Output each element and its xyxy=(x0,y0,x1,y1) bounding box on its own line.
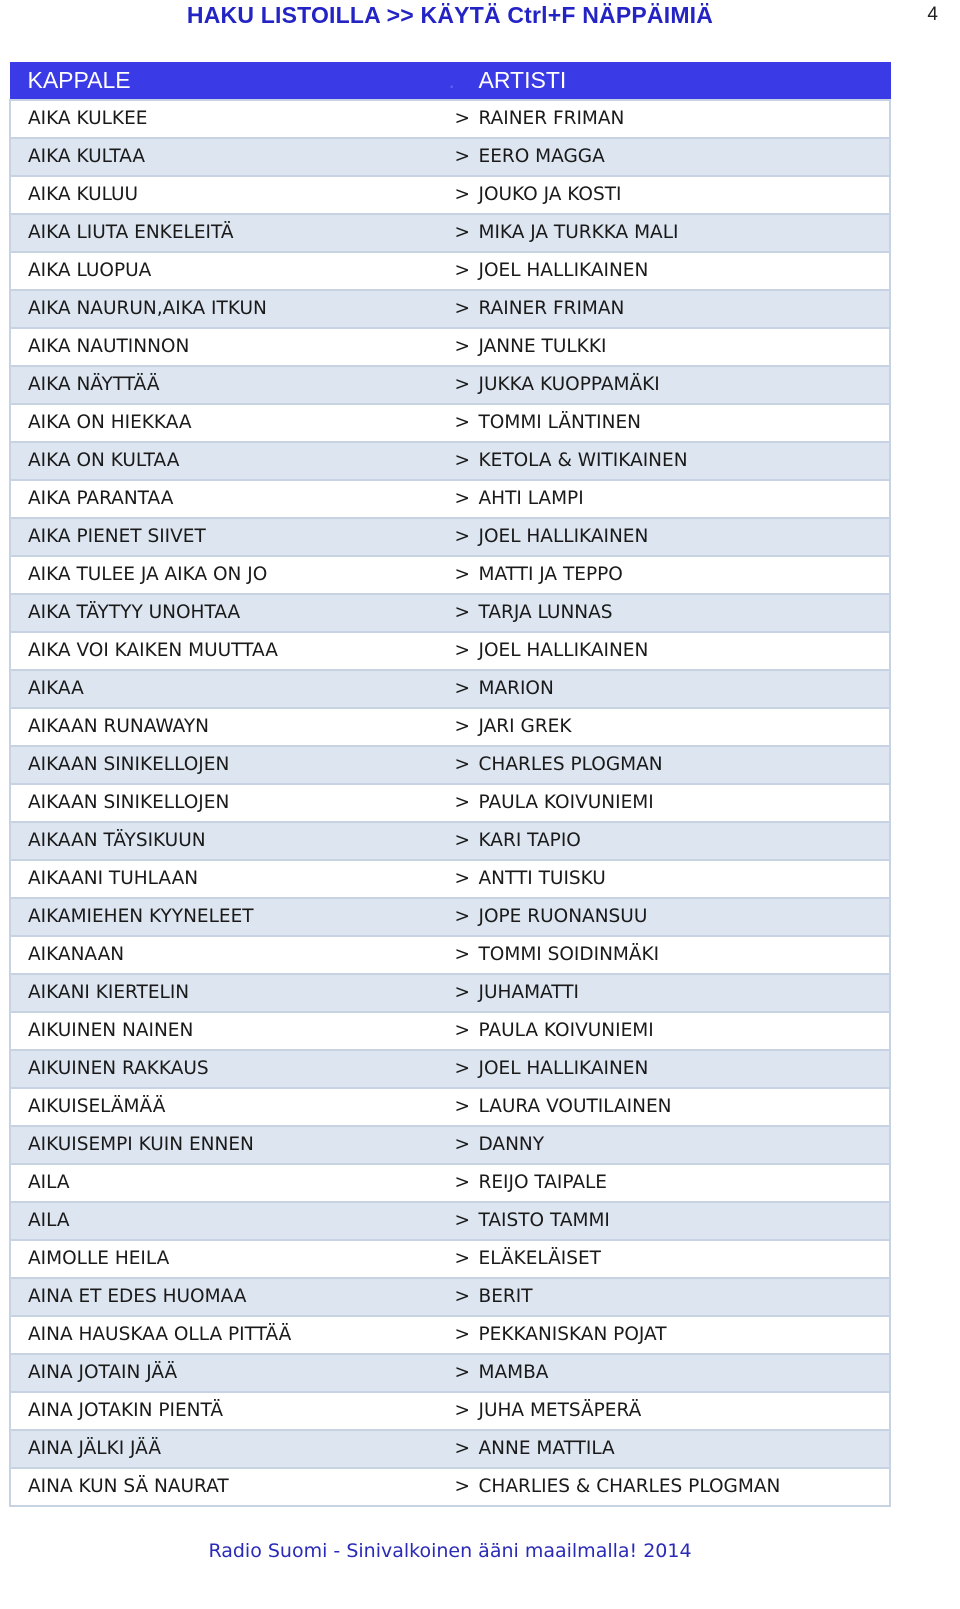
table-row xyxy=(10,1202,890,1240)
song-title: AIKUISELÄMÄÄ xyxy=(10,1088,449,1126)
song-title: AIKANI KIERTELIN xyxy=(10,974,449,1012)
artist-name: REIJO TAIPALE xyxy=(479,1164,891,1202)
arrow-separator: > xyxy=(449,974,479,1012)
arrow-separator: > xyxy=(449,1202,479,1240)
table-row xyxy=(10,708,890,746)
song-title: AINA JÄLKI JÄÄ xyxy=(10,1430,449,1468)
arrow-separator: > xyxy=(449,784,479,822)
song-title: AINA HAUSKAA OLLA PITTÄÄ xyxy=(10,1316,449,1354)
table-row xyxy=(10,860,890,898)
page-title: HAKU LISTOILLA >> KÄYTÄ Ctrl+F NÄPPÄIMIÄ xyxy=(186,2,714,28)
song-title: AIKAAN RUNAWAYN xyxy=(10,708,449,746)
arrow-separator: > xyxy=(449,442,479,480)
artist-name: JARI GREK xyxy=(479,708,891,746)
arrow-separator: > xyxy=(449,1240,479,1278)
arrow-separator: > xyxy=(449,898,479,936)
song-title: AIKAANI TUHLAAN xyxy=(10,860,449,898)
table-row xyxy=(10,1012,890,1050)
artist-name: PAULA KOIVUNIEMI xyxy=(479,784,891,822)
song-title: AIKA TULEE JA AIKA ON JO xyxy=(10,556,449,594)
arrow-separator: > xyxy=(449,860,479,898)
song-title: AINA ET EDES HUOMAA xyxy=(10,1278,449,1316)
arrow-separator: > xyxy=(449,594,479,632)
artist-name: ELÄKELÄISET xyxy=(479,1240,891,1278)
table-row xyxy=(10,1430,890,1468)
table-row xyxy=(10,138,890,176)
song-title: AIKUINEN NAINEN xyxy=(10,1012,449,1050)
song-title: AIKANAAN xyxy=(10,936,449,974)
table-row xyxy=(10,1316,890,1354)
arrow-separator: > xyxy=(449,822,479,860)
artist-name: PEKKANISKAN POJAT xyxy=(479,1316,891,1354)
song-title: AIKAAN SINIKELLOJEN xyxy=(10,784,449,822)
song-title: AIKA LUOPUA xyxy=(10,252,449,290)
artist-name: RAINER FRIMAN xyxy=(479,290,891,328)
arrow-separator: > xyxy=(449,1430,479,1468)
table-row xyxy=(10,328,890,366)
footer-text: Radio Suomi - Sinivalkoinen ääni maailmalla! 2014 xyxy=(208,1540,692,1562)
arrow-separator: > xyxy=(449,1316,479,1354)
artist-name: JUHAMATTI xyxy=(479,974,891,1012)
arrow-separator: > xyxy=(449,556,479,594)
arrow-separator: > xyxy=(449,252,479,290)
table-row xyxy=(10,252,890,290)
artist-name: TAISTO TAMMI xyxy=(479,1202,891,1240)
table-row xyxy=(10,1126,890,1164)
table-header-row xyxy=(10,63,890,100)
arrow-separator: > xyxy=(449,138,479,176)
song-title: AIKA ON HIEKKAA xyxy=(10,404,449,442)
arrow-separator: > xyxy=(449,746,479,784)
table-row xyxy=(10,898,890,936)
artist-name: AHTI LAMPI xyxy=(479,480,891,518)
song-title: AINA KUN SÄ NAURAT xyxy=(10,1468,449,1506)
artist-name: JOUKO JA KOSTI xyxy=(479,176,891,214)
artist-name: JOPE RUONANSUU xyxy=(479,898,891,936)
song-title: AINA JOTAKIN PIENTÄ xyxy=(10,1392,449,1430)
table-row xyxy=(10,784,890,822)
table-row xyxy=(10,936,890,974)
artist-name: JOEL HALLIKAINEN xyxy=(479,518,891,556)
arrow-separator: > xyxy=(449,1392,479,1430)
arrow-separator: > xyxy=(449,1050,479,1088)
song-title: AILA xyxy=(10,1202,449,1240)
song-title: AIKUINEN RAKKAUS xyxy=(10,1050,449,1088)
table-row xyxy=(10,442,890,480)
table-row xyxy=(10,670,890,708)
table-row xyxy=(10,1392,890,1430)
song-title: AIKA KULTAA xyxy=(10,138,449,176)
table-row xyxy=(10,404,890,442)
artist-name: MATTI JA TEPPO xyxy=(479,556,891,594)
table-row xyxy=(10,480,890,518)
arrow-separator: > xyxy=(449,936,479,974)
song-title: AIKA VOI KAIKEN MUUTTAA xyxy=(10,632,449,670)
arrow-separator: > xyxy=(449,1088,479,1126)
song-title: AIKA KULKEE xyxy=(10,100,449,138)
artist-name: KARI TAPIO xyxy=(479,822,891,860)
arrow-separator: > xyxy=(449,1278,479,1316)
table-row xyxy=(10,1050,890,1088)
table-row xyxy=(10,556,890,594)
column-header-separator: . xyxy=(448,67,455,94)
arrow-separator: > xyxy=(449,176,479,214)
arrow-separator: > xyxy=(449,290,479,328)
arrow-separator: > xyxy=(449,1126,479,1164)
table-row xyxy=(10,822,890,860)
artist-name: TOMMI LÄNTINEN xyxy=(479,404,891,442)
table-row xyxy=(10,290,890,328)
song-title: AIKA TÄYTYY UNOHTAA xyxy=(10,594,449,632)
arrow-separator: > xyxy=(449,328,479,366)
artist-name: MAMBA xyxy=(479,1354,891,1392)
arrow-separator: > xyxy=(449,518,479,556)
song-title: AIKA NAUTINNON xyxy=(10,328,449,366)
song-title: AIKAAN TÄYSIKUUN xyxy=(10,822,449,860)
artist-name: DANNY xyxy=(479,1126,891,1164)
song-title: AIKAMIEHEN KYYNELEET xyxy=(10,898,449,936)
artist-name: BERIT xyxy=(479,1278,891,1316)
artist-name: TOMMI SOIDINMÄKI xyxy=(479,936,891,974)
table-row xyxy=(10,746,890,784)
song-title: AIKA NÄYTTÄÄ xyxy=(10,366,449,404)
song-title: AIKA PARANTAA xyxy=(10,480,449,518)
column-header-song: KAPPALE xyxy=(27,67,131,94)
table-row xyxy=(10,1468,890,1506)
table-row xyxy=(10,1240,890,1278)
table-row xyxy=(10,632,890,670)
table-row xyxy=(10,974,890,1012)
table-row xyxy=(10,1278,890,1316)
artist-name: JOEL HALLIKAINEN xyxy=(479,1050,891,1088)
arrow-separator: > xyxy=(449,708,479,746)
song-table xyxy=(9,62,891,1507)
artist-name: ANTTI TUISKU xyxy=(479,860,891,898)
song-title: AIKA ON KULTAA xyxy=(10,442,449,480)
artist-name: JOEL HALLIKAINEN xyxy=(479,252,891,290)
arrow-separator: > xyxy=(449,1012,479,1050)
artist-name: MIKA JA TURKKA MALI xyxy=(479,214,891,252)
artist-name: EERO MAGGA xyxy=(479,138,891,176)
table-row xyxy=(10,214,890,252)
artist-name: RAINER FRIMAN xyxy=(479,100,891,138)
table-row xyxy=(10,1354,890,1392)
column-header-artist: ARTISTI xyxy=(478,67,567,94)
song-title: AIKA KULUU xyxy=(10,176,449,214)
artist-name: JUHA METSÄPERÄ xyxy=(479,1392,891,1430)
table-row xyxy=(10,594,890,632)
artist-name: MARION xyxy=(479,670,891,708)
artist-name: LAURA VOUTILAINEN xyxy=(479,1088,891,1126)
arrow-separator: > xyxy=(449,480,479,518)
artist-name: KETOLA & WITIKAINEN xyxy=(479,442,891,480)
artist-name: JANNE TULKKI xyxy=(479,328,891,366)
arrow-separator: > xyxy=(449,366,479,404)
song-title: AIMOLLE HEILA xyxy=(10,1240,449,1278)
song-title: AIKAA xyxy=(10,670,449,708)
artist-name: TARJA LUNNAS xyxy=(479,594,891,632)
table-row xyxy=(10,176,890,214)
song-title: AIKUISEMPI KUIN ENNEN xyxy=(10,1126,449,1164)
song-title: AIKA LIUTA ENKELEITÄ xyxy=(10,214,449,252)
page-number: 4 xyxy=(927,4,938,25)
artist-name: JUKKA KUOPPAMÄKI xyxy=(479,366,891,404)
artist-name: ANNE MATTILA xyxy=(479,1430,891,1468)
table-row xyxy=(10,1164,890,1202)
table-row xyxy=(10,518,890,556)
artist-name: CHARLIES & CHARLES PLOGMAN xyxy=(479,1468,891,1506)
arrow-separator: > xyxy=(449,100,479,138)
arrow-separator: > xyxy=(449,632,479,670)
song-list xyxy=(10,100,890,1506)
arrow-separator: > xyxy=(449,1164,479,1202)
song-title: AIKA NAURUN,AIKA ITKUN xyxy=(10,290,449,328)
song-title: AILA xyxy=(10,1164,449,1202)
arrow-separator: > xyxy=(449,1468,479,1506)
table-row xyxy=(10,100,890,138)
table-row xyxy=(10,366,890,404)
artist-name: PAULA KOIVUNIEMI xyxy=(479,1012,891,1050)
arrow-separator: > xyxy=(449,214,479,252)
arrow-separator: > xyxy=(449,670,479,708)
table-row xyxy=(10,1088,890,1126)
artist-name: CHARLES PLOGMAN xyxy=(479,746,891,784)
arrow-separator: > xyxy=(449,404,479,442)
song-title: AINA JOTAIN JÄÄ xyxy=(10,1354,449,1392)
artist-name: JOEL HALLIKAINEN xyxy=(479,632,891,670)
song-title: AIKAAN SINIKELLOJEN xyxy=(10,746,449,784)
song-title: AIKA PIENET SIIVET xyxy=(10,518,449,556)
arrow-separator: > xyxy=(449,1354,479,1392)
